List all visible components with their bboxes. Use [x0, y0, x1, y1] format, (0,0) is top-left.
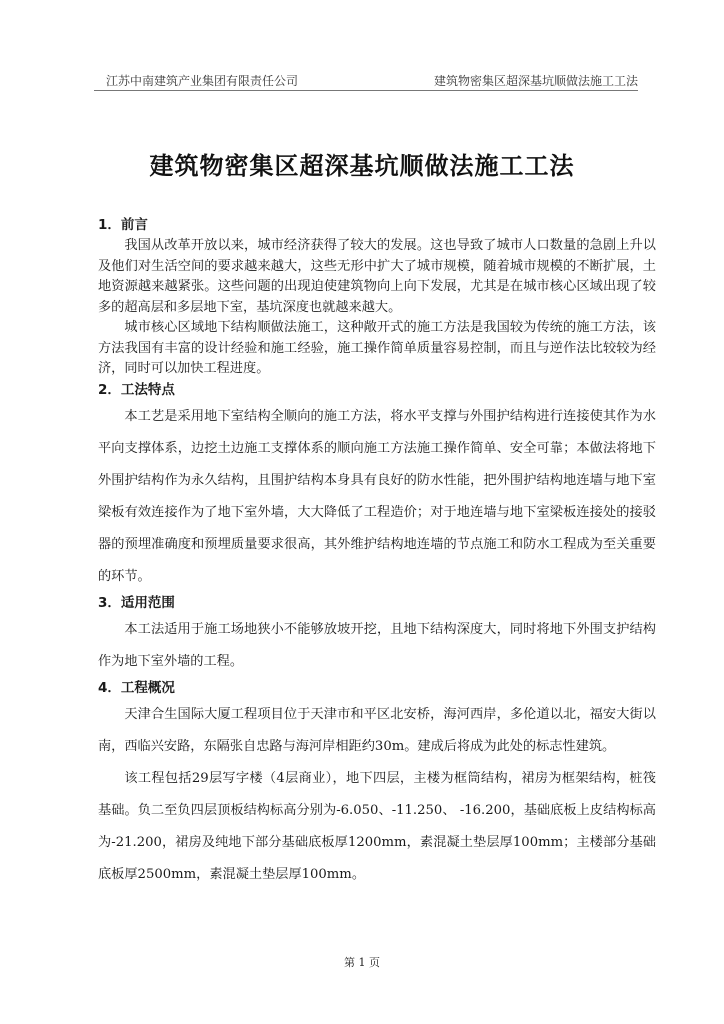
header-doc-title: 建筑物密集区超深基坑顺做法施工工法: [433, 74, 638, 88]
document-body: [98, 215, 656, 891]
section-1-paragraph-1: 我国从改革开放以来，城市经济获得了较大的发展。这也导致了城市人口数量的急剧上升以及他们对生活空间的要求越来越大，这些无形中扩大了城市规模，随着城市规模的不断扩展，土地资源越来越紧张。这些问题的出现迫使建筑物向上向下发展，尤其是在城市核心区域出现了较多的超高层和多层地下室，基坑深度也就越来越大。: [98, 238, 656, 315]
page-header: [94, 70, 638, 91]
section-2-paragraph-1: 本工艺是采用地下室结构全顺向的施工方法，将水平支撑与外围护结构进行连接使其作为水平向支撑体系，边挖土边施工支撑体系的顺向施工方法施工操作简单、安全可靠；本做法将地下外围护结构作为永久结构，且围护结构本身具有良好的防水性能，把外围护结构地连墙与地下室梁板有效连接作为了地下室外墙，大大降低了工程造价；对于地连墙与地下室梁板连接处的接驳器的预埋准确度和预埋质量要求很高，其外维护结构地连墙的节点施工和防水工程成为至关重要的环节。: [98, 408, 656, 584]
header-company: 江苏中南建筑产业集团有限责任公司: [106, 74, 299, 88]
section-2-heading: 2．工法特点: [98, 381, 175, 398]
section-4-paragraph-2: 该工程包括29层写字楼（4层商业），地下四层，主楼为框筒结构，裙房为框架结构，桩筏基础。负二至负四层顶板结构标高分别为-6.050、-11.250、 -16.200，基础底板上皮结构标高为-21.200，裙房及纯地下部分基础底板厚1200mm，素混凝土垫层厚100mm；主楼部分基础底板厚2500mm，素混凝土垫层厚100mm。: [98, 770, 656, 882]
section-1-heading: 1．前言: [98, 217, 148, 233]
page-number: 第 1 页: [344, 956, 380, 969]
section-3-heading: 3．适用范围: [98, 594, 175, 611]
section-1-paragraph-2: 城市核心区域地下结构顺做法施工，这种敞开式的施工方法是我国较为传统的施工方法，该方法我国有丰富的设计经验和施工经验，施工操作简单质量容易控制，而且与逆作法比较较为经济，同时可以加快工程进度。: [98, 320, 656, 376]
section-4-paragraph-1: 天津合生国际大厦工程项目位于天津市和平区北安桥，海河西岸，多伦道以北，福安大街以南，西临兴安路，东隔张自忠路与海河岸相距约30m。建成后将成为此处的标志性建筑。: [98, 706, 656, 754]
document-title: 建筑物密集区超深基坑顺做法施工工法: [149, 152, 575, 180]
section-3-paragraph-1: 本工法适用于施工场地狭小不能够放坡开挖，且地下结构深度大，同时将地下外围支护结构作为地下室外墙的工程。: [98, 621, 656, 669]
section-4-heading: 4．工程概况: [98, 679, 175, 696]
